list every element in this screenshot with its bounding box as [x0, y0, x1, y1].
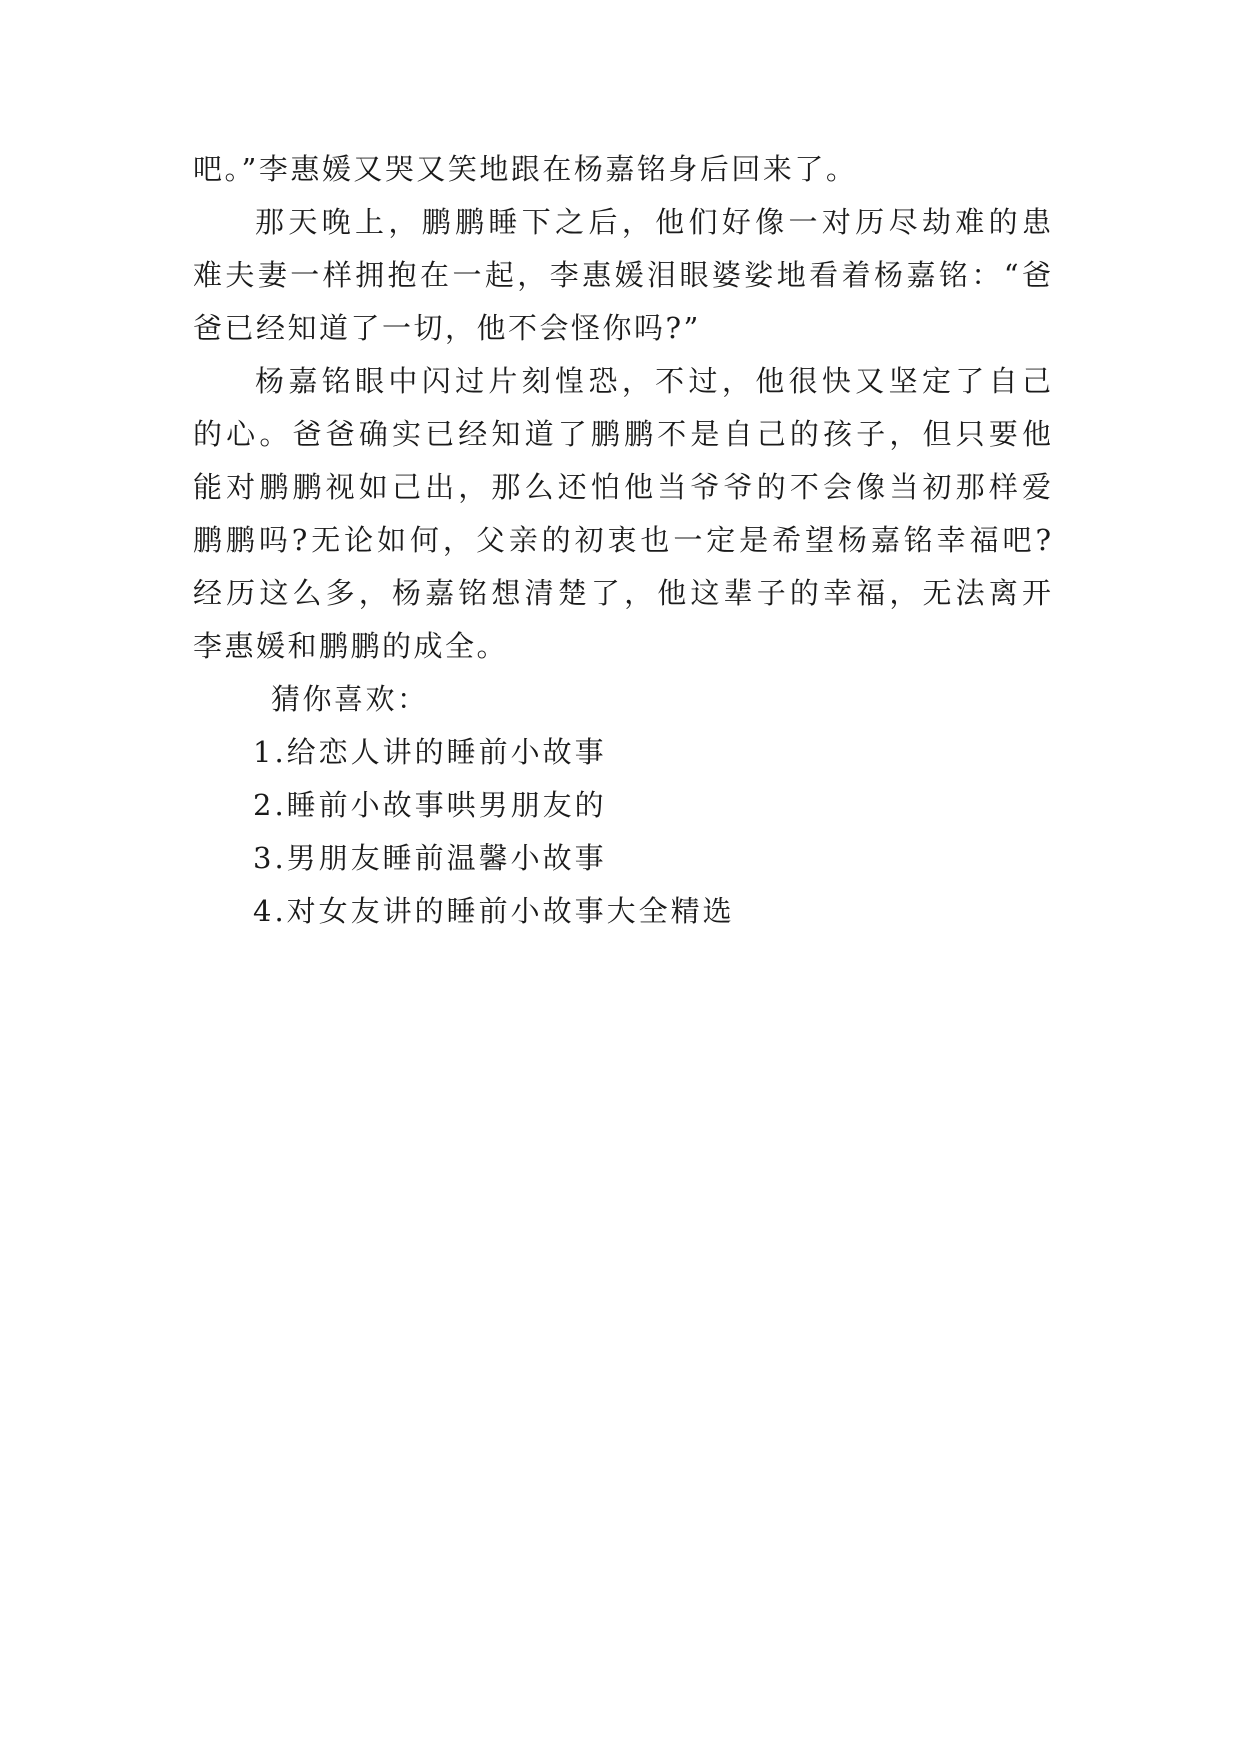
recommend-link[interactable]: 3.男朋友睡前温馨小故事 [253, 841, 607, 875]
paragraph-line: 的心。爸爸确实已经知道了鹏鹏不是自己的孩子，但只要他 [193, 417, 1051, 451]
recommend-link[interactable]: 1.给恋人讲的睡前小故事 [253, 735, 607, 769]
paragraph-line: 李惠媛和鹏鹏的成全。 [193, 629, 509, 663]
paragraph-line: 吧。”李惠媛又哭又笑地跟在杨嘉铭身后回来了。 [193, 152, 858, 186]
recommend-link[interactable]: 2.睡前小故事哄男朋友的 [253, 788, 607, 822]
recommend-link[interactable]: 4.对女友讲的睡前小故事大全精选 [253, 894, 735, 928]
paragraph-line: 那天晚上，鹏鹏睡下之后，他们好像一对历尽劫难的患 [255, 205, 1051, 239]
paragraph-line: 爸已经知道了一切，他不会怪你吗?” [193, 311, 701, 345]
paragraph-line: 杨嘉铭眼中闪过片刻惶恐，不过，他很快又坚定了自己 [255, 364, 1051, 398]
paragraph-line: 能对鹏鹏视如己出，那么还怕他当爷爷的不会像当初那样爱 [193, 470, 1051, 504]
paragraph-line: 经历这么多，杨嘉铭想清楚了，他这辈子的幸福，无法离开 [193, 576, 1051, 610]
recommend-heading: 猜你喜欢： [271, 682, 429, 716]
paragraph-line: 鹏鹏吗?无论如何，父亲的初衷也一定是希望杨嘉铭幸福吧? [193, 523, 1051, 557]
paragraph-line: 难夫妻一样拥抱在一起，李惠媛泪眼婆娑地看着杨嘉铭：“爸 [193, 258, 1051, 292]
